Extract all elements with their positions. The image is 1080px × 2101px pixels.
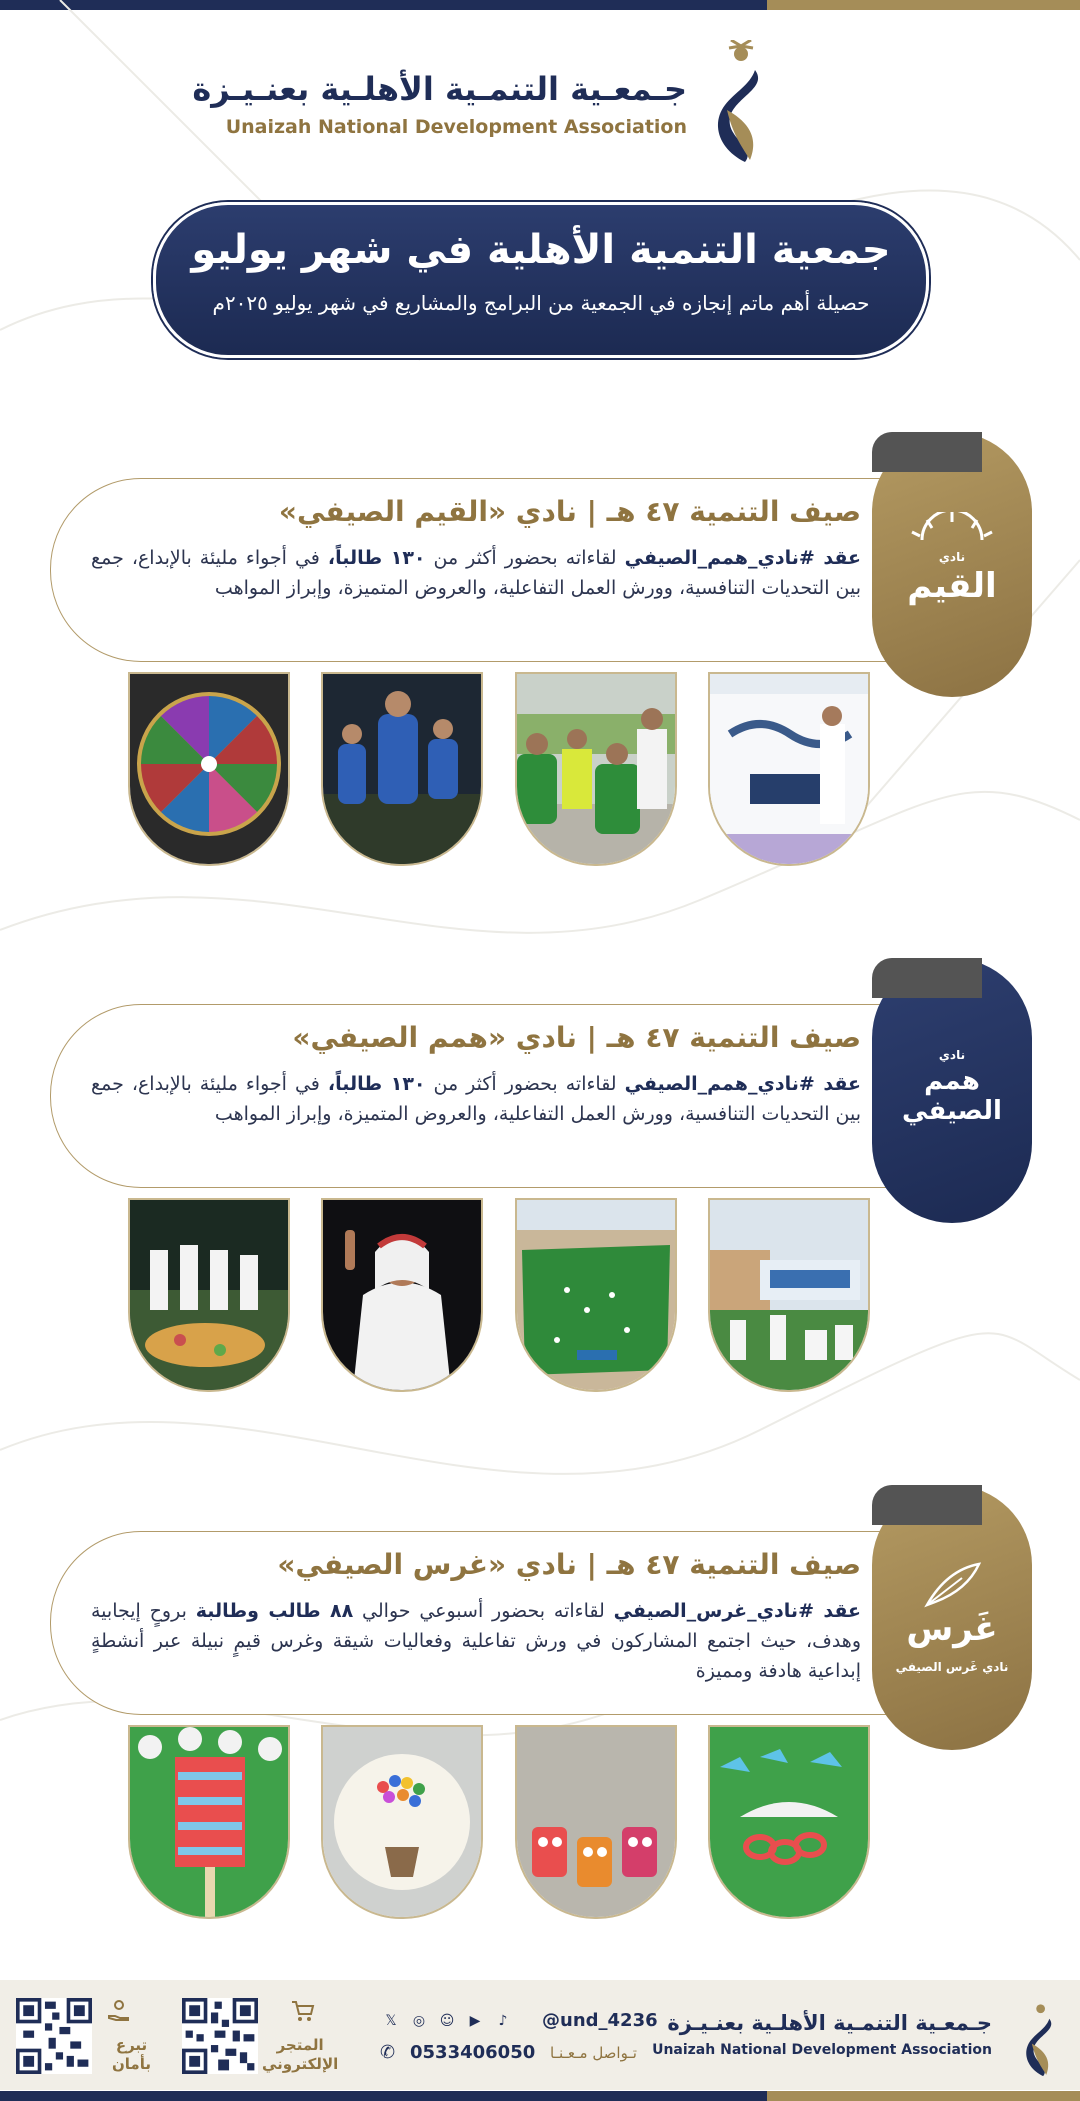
org-name-ar: جـمعـية التنمـية الأهلـية بعنـيـزة <box>192 70 687 108</box>
footer <box>0 1980 1080 2090</box>
sun-rays-icon <box>902 512 1002 542</box>
badge-tab <box>872 1485 982 1525</box>
photo-student-speaker <box>321 1198 483 1392</box>
badge-tab <box>872 432 982 472</box>
badge-subtitle: نادي غَرس الصيفي <box>895 1660 1009 1674</box>
section-count: ١٣٠ طالباً، <box>327 1073 426 1095</box>
photo-wall-banner-activity <box>708 672 870 866</box>
badge-tab <box>872 958 982 998</box>
store-label <box>262 2036 338 2074</box>
donate-label <box>112 2036 151 2074</box>
cart-icon <box>290 1998 316 2024</box>
whatsapp-icon[interactable]: ✆ <box>380 2042 396 2063</box>
photo-wheel-of-values <box>128 672 290 866</box>
store-label-line-2: الإلكتروني <box>262 2055 339 2073</box>
feather-icon <box>917 1560 987 1610</box>
section-text-body: لقاءاته بحضور أسبوعي حوالي <box>353 1600 614 1622</box>
store-qr-code[interactable] <box>182 1998 258 2074</box>
section-text-tail: في أجواء مليئة بالإبداع، جمع بين التحديات التنافسية، وورش العمل التفاعلية، والعروض المتميزة، وإبراز المواهب <box>91 547 861 599</box>
store-label-line-1: المتجر <box>276 2036 324 2054</box>
photo-field-aerial <box>515 1198 677 1392</box>
section-description <box>91 1596 861 1686</box>
photo-balloon-plate-craft <box>321 1725 483 1919</box>
banner-title: جمعية التنمية الأهلية في شهر يوليو <box>191 227 891 273</box>
top-accent-bar <box>0 0 1080 10</box>
badge-subtitle: نادي <box>938 1048 966 1062</box>
tiktok-icon[interactable]: ♪ <box>498 2013 508 2029</box>
section-description <box>91 543 861 603</box>
donate-label-line-1: تبرع <box>115 2036 148 2054</box>
phone-number[interactable]: 0533406050 <box>410 2042 536 2063</box>
header-logo <box>192 40 775 170</box>
section-hashtag: عقد #نادي_همم_الصيفي <box>624 547 861 569</box>
section-title: صيف التنمية ٤٧ هـ | نادي «غرس الصيفي» <box>277 1548 861 1581</box>
section-title: صيف التنمية ٤٧ هـ | نادي «القيم الصيفي» <box>278 495 861 528</box>
youtube-icon[interactable]: ▶ <box>469 2013 481 2029</box>
club-badge <box>872 1485 1032 1750</box>
badge-label: القيم <box>907 566 997 606</box>
photo-students-green-shirts <box>515 672 677 866</box>
photo-cup-owls-craft <box>515 1725 677 1919</box>
badge-label: غَرس <box>906 1609 998 1649</box>
bottom-accent-bar <box>0 2091 1080 2101</box>
section-card <box>50 1004 892 1188</box>
photo-paper-craft-house <box>128 1725 290 1919</box>
association-logo-icon <box>705 40 775 165</box>
club-badge <box>872 958 1032 1223</box>
donate-hand-icon <box>106 1998 132 2024</box>
badge-label: همم الصيفي <box>902 1066 1002 1126</box>
section-hashtag: عقد #نادي_همم_الصيفي <box>624 1073 861 1095</box>
section-title: صيف التنمية ٤٧ هـ | نادي «همم الصيفي» <box>292 1021 861 1054</box>
contact-label: تـواصل مـعـنـا <box>550 2044 637 2062</box>
photo-strip <box>128 1725 868 1917</box>
section-count: ١٣٠ طالباً، <box>327 547 426 569</box>
section-text-body: لقاءاته بحضور أكثر من <box>425 547 625 569</box>
photo-students-blue-shirts <box>321 672 483 866</box>
section-humam-club <box>0 958 1080 1378</box>
section-description <box>91 1069 861 1129</box>
social-handle[interactable]: @und_4236 <box>542 2010 658 2031</box>
photo-strip <box>128 672 868 864</box>
photo-paper-chain-craft <box>708 1725 870 1919</box>
donate-label-line-2: بأمان <box>112 2055 151 2073</box>
section-ghars-club <box>0 1485 1080 1905</box>
photo-strip <box>128 1198 868 1390</box>
month-summary-banner <box>153 202 929 358</box>
instagram-icon[interactable]: ◎ <box>412 2013 426 2029</box>
association-logo-icon <box>1018 2000 1062 2078</box>
footer-org-name-en: Unaizah National Development Association <box>652 2042 992 2058</box>
photo-outdoor-session <box>708 1198 870 1392</box>
club-badge <box>872 432 1032 697</box>
footer-org-name-ar: جـمعـية التنمـية الأهلـية بعنـيـزة <box>667 2011 992 2035</box>
section-text-tail: بروحٍ إيجابية وهدف، حيث اجتمع المشاركون في ورش تفاعلية وفعاليات شيقة وغرس قيمٍ نبيلة عبر أنشطةٍ إبداعية هادفة ومميزة <box>91 1600 861 1682</box>
banner-subtitle: حصيلة أهم ماتم إنجازه في الجمعية من البرامج والمشاريع في شهر يوليو ٢٠٢٥م <box>212 291 870 315</box>
section-card <box>50 1531 892 1715</box>
section-hashtag: عقد #نادي_غرس_الصيفي <box>613 1600 862 1622</box>
section-text-tail: في أجواء مليئة بالإبداع، جمع بين التحديات التنافسية، وورش العمل التفاعلية، والعروض المتميزة، وإبراز المواهب <box>91 1073 861 1125</box>
snapchat-icon[interactable]: ☺ <box>439 2013 455 2029</box>
section-card <box>50 478 892 662</box>
photo-evening-gathering <box>128 1198 290 1392</box>
org-name-en: Unaizah National Development Association <box>225 116 687 138</box>
donate-qr-code[interactable] <box>16 1998 92 2074</box>
x-icon[interactable]: 𝕏 <box>385 2013 397 2029</box>
badge-subtitle: نادي <box>938 550 966 564</box>
social-icons <box>380 2010 540 2034</box>
section-text-body: لقاءاته بحضور أكثر من <box>425 1073 625 1095</box>
section-qiyam-club <box>0 432 1080 852</box>
section-count: ٨٨ طالب وطالبة <box>195 1600 354 1622</box>
